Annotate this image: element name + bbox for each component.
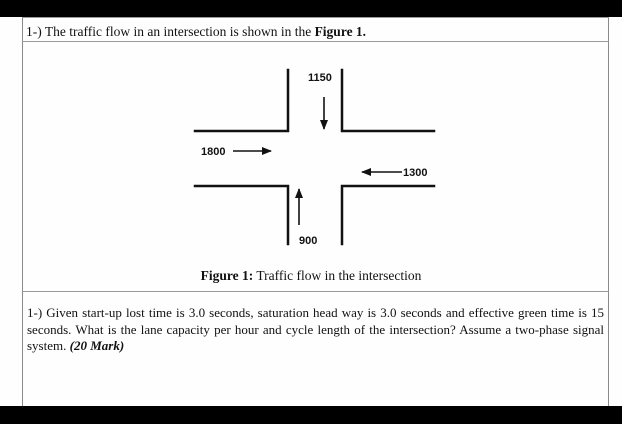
caption-label: Figure 1:	[200, 268, 254, 283]
question-text-block	[27, 305, 604, 355]
curb-northeast	[342, 70, 434, 131]
curb-southwest	[195, 186, 288, 244]
flow-label-east: 1300	[403, 167, 428, 179]
flow-label-south: 900	[299, 235, 318, 247]
question-body: 1-) Given start-up lost time is 3.0 seconds, saturation head way is 3.0 seconds and effective green time is 15 seconds. What is the lane capacity per hour and cycle length of the intersection? Assume a two-phase signal system.	[27, 305, 604, 353]
caption-text: Traffic flow in the intersection	[253, 268, 422, 283]
curb-southeast	[342, 186, 434, 244]
document-page	[0, 17, 622, 406]
question-marks: (20 Mark)	[69, 338, 125, 353]
figure-caption	[0, 268, 622, 284]
flow-label-west: 1800	[201, 146, 226, 158]
flow-label-north: 1150	[308, 72, 332, 84]
figure-reference: Figure 1.	[314, 24, 367, 39]
heading-text: 1-) The traffic flow in an intersection is shown in the	[26, 24, 315, 39]
curb-northwest	[195, 70, 288, 131]
